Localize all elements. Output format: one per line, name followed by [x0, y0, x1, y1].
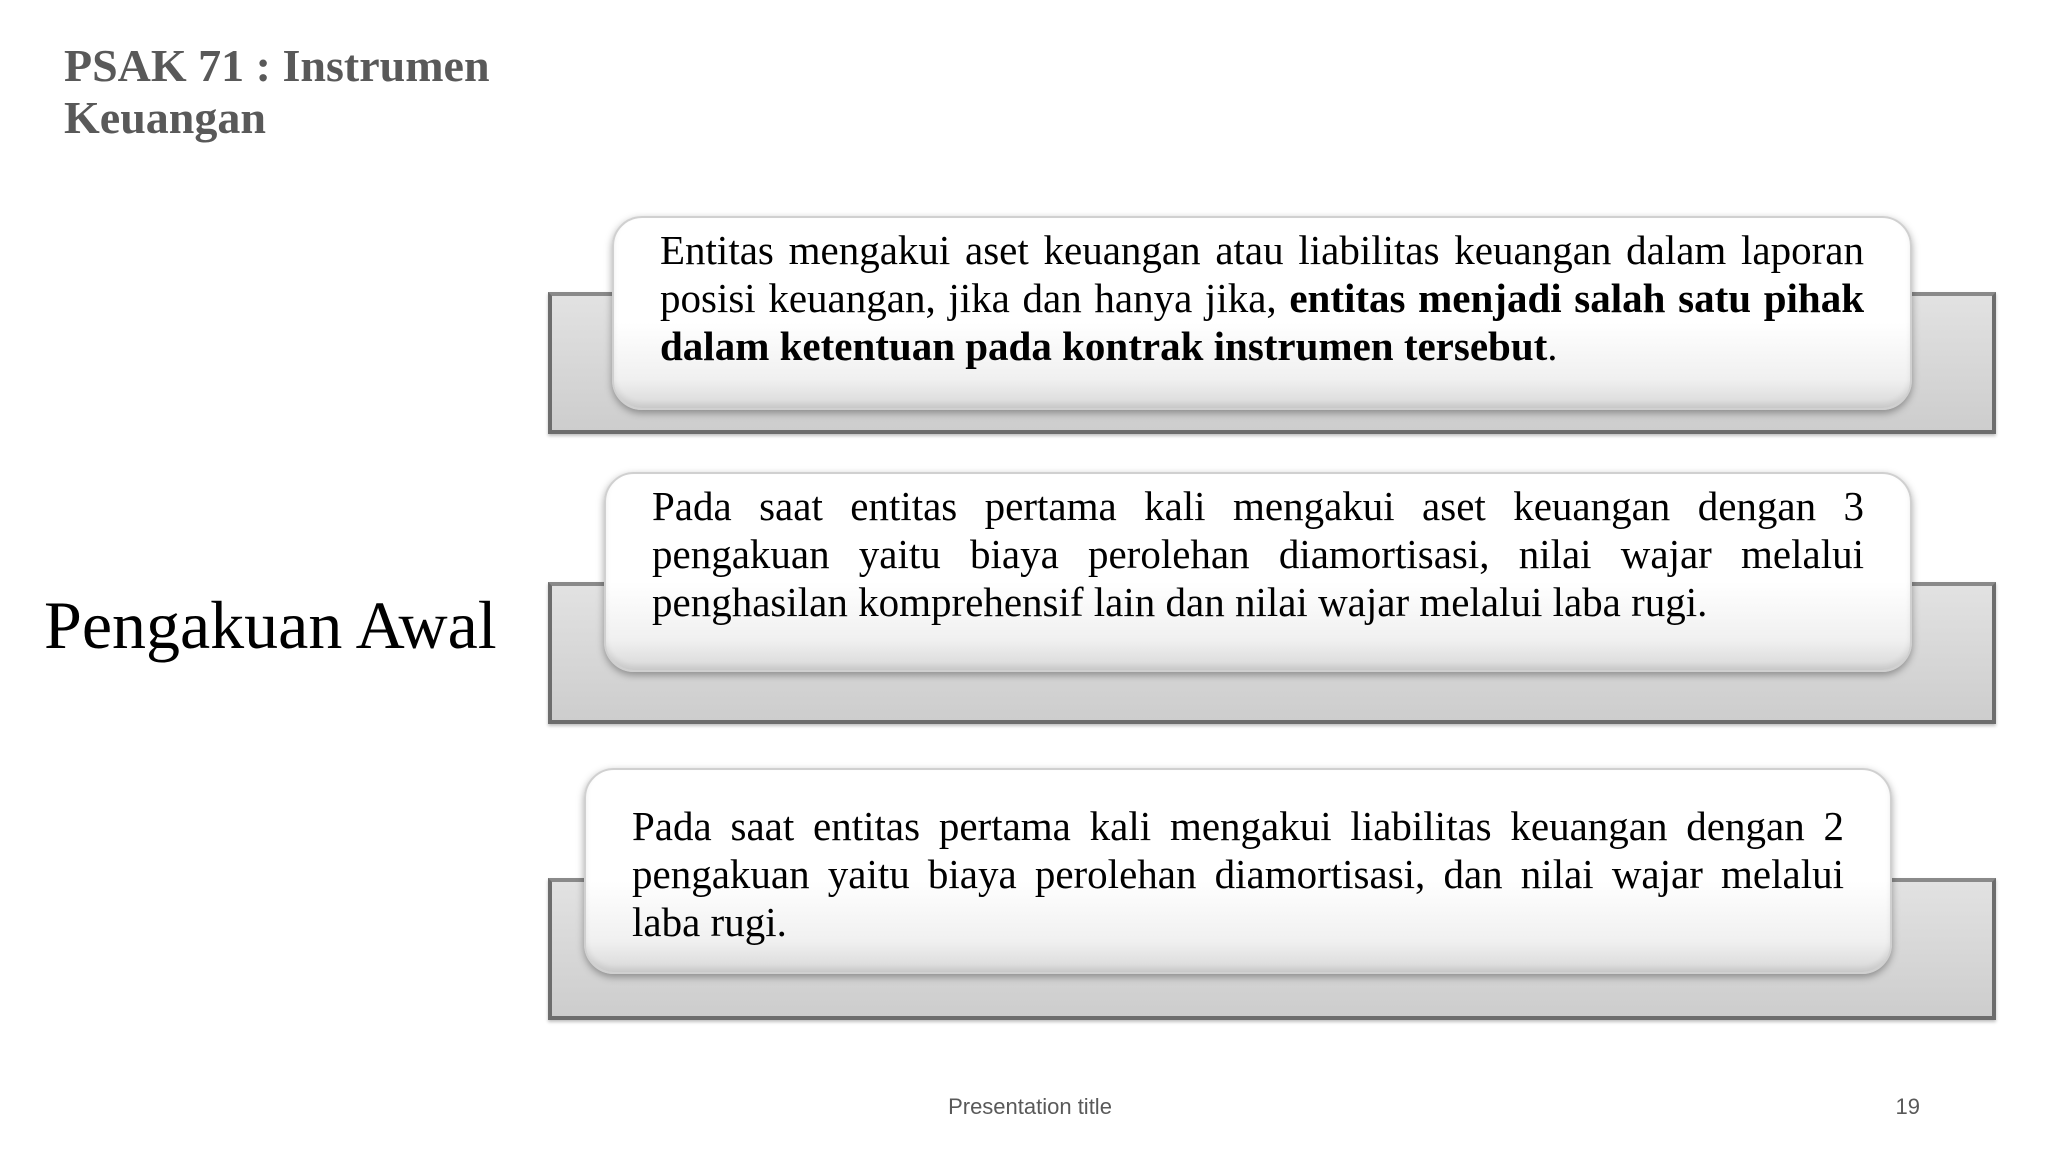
block-3-text: Pada saat entitas pertama kali mengakui liabilitas keuangan dengan 2 pengakuan yaitu biaya perolehan diamortisasi, dan nilai wajar melalui laba rugi. — [632, 803, 1844, 945]
block-2-card — [604, 472, 1912, 672]
block-1-text-regular: Entitas mengakui aset keuangan atau liabilitas keuangan dalam laporan posisi keuangan, jika dan hanya jika, — [660, 227, 1864, 321]
block-1-text — [660, 226, 1864, 370]
section-label: Pengakuan Awal — [44, 587, 497, 663]
block-1-text-bold: entitas menjadi salah satu pihak dalam ketentuan pada kontrak instrumen tersebut — [660, 275, 1864, 369]
block-1-text-end: . — [1547, 323, 1558, 369]
slide-title: PSAK 71 : Instrumen Keuangan — [64, 40, 490, 143]
block-3-card — [584, 768, 1892, 974]
block-2-text: Pada saat entitas pertama kali mengakui aset keuangan dengan 3 pengakuan yaitu biaya perolehan diamortisasi, nilai wajar melalui penghasilan komprehensif lain dan nilai wajar melalui laba rugi. — [652, 483, 1864, 625]
block-1-card — [612, 216, 1912, 410]
footer-page-number: 19 — [1895, 1094, 1920, 1119]
footer-presentation-title: Presentation title — [948, 1094, 1112, 1119]
